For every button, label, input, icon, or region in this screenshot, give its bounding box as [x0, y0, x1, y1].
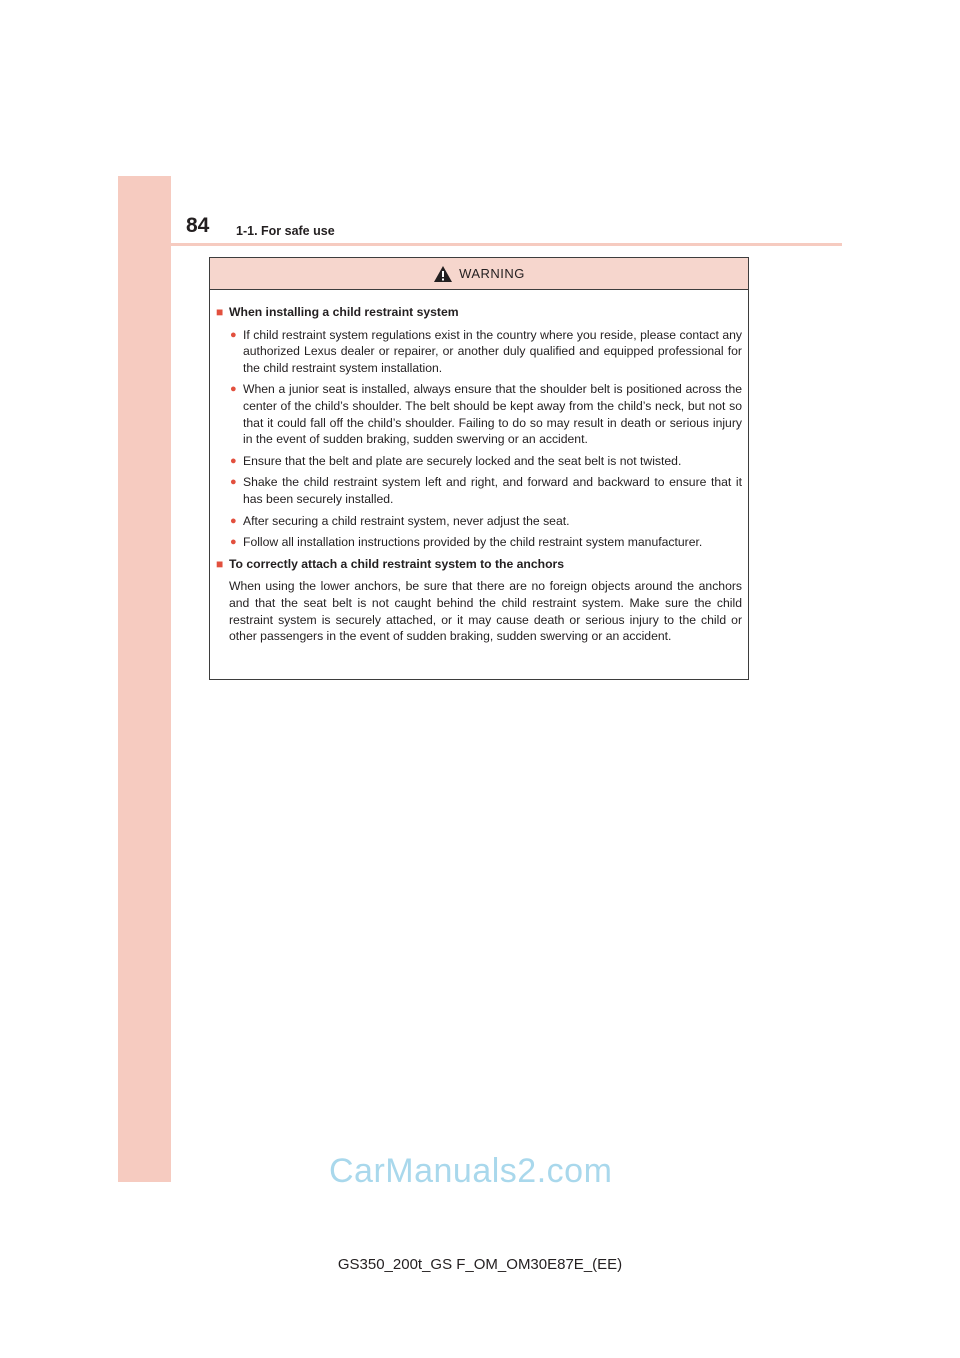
warning-title: WARNING — [459, 266, 525, 281]
side-tab-bar — [118, 176, 171, 1182]
page-number: 84 — [186, 214, 210, 237]
header-rule — [118, 243, 842, 246]
bullet-dot-icon: ● — [230, 328, 237, 341]
bullet-dot-icon: ● — [230, 383, 237, 396]
list-item — [230, 381, 742, 447]
footer-code: GS350_200t_GS F_OM_OM30E87E_(EE) — [337, 1256, 623, 1273]
list-item-text: Ensure that the belt and plate are securely locked and the seat belt is not twisted. — [243, 453, 682, 468]
square-bullet-icon: ■ — [216, 556, 224, 571]
bullet-dot-icon: ● — [230, 514, 237, 527]
list-item — [230, 453, 742, 470]
list-item — [230, 327, 742, 377]
section-heading — [216, 304, 742, 321]
list-item — [230, 534, 742, 551]
section-title: 1-1. For safe use — [236, 224, 335, 238]
bullet-dot-icon: ● — [230, 536, 237, 549]
section-heading — [216, 556, 742, 573]
list-item — [230, 513, 742, 530]
warning-header — [210, 258, 748, 290]
warning-box — [209, 257, 749, 680]
watermark: CarManuals2.com — [329, 1152, 613, 1190]
list-item-text: After securing a child restraint system, never adjust the seat. — [243, 513, 570, 528]
list-item-text: If child restraint system regulations exist in the country where you reside, please contact any authorized Lexus dealer or repairer, or another duly qualified and equipped professional for the child restraint system installation. — [243, 327, 742, 375]
section-paragraph: When using the lower anchors, be sure that there are no foreign objects around the anchors and that the seat belt is not caught behind the child restraint system. Make sure the child restraint system is securely attached, or it may cause death or serious injury to the child or other passengers in the event of sudden braking, sudden swerving or an accident. — [229, 579, 742, 644]
list-item-text: Follow all installation instructions provided by the child restraint system manufacturer. — [243, 535, 703, 550]
warning-body — [210, 290, 748, 645]
bullet-dot-icon: ● — [230, 454, 237, 467]
bullet-dot-icon: ● — [230, 476, 237, 489]
list-item-text: Shake the child restraint system left and right, and forward and backward to ensure that it has been securely installed. — [243, 475, 742, 506]
section-heading-text: To correctly attach a child restraint system to the anchors — [229, 556, 565, 571]
square-bullet-icon: ■ — [216, 305, 224, 319]
section-heading-text: When installing a child restraint system — [229, 305, 459, 319]
list-item — [230, 474, 742, 507]
warning-triangle-icon — [433, 265, 453, 283]
list-item-text: When a junior seat is installed, always ensure that the shoulder belt is positioned across the center of the child’s shoulder. The belt should be kept away from the child’s neck, but not so that it could fall off the child’s shoulder. Failing to do so may result in death or serious injury in the event of sudden braking, sudden swerving or an accident. — [243, 382, 742, 447]
